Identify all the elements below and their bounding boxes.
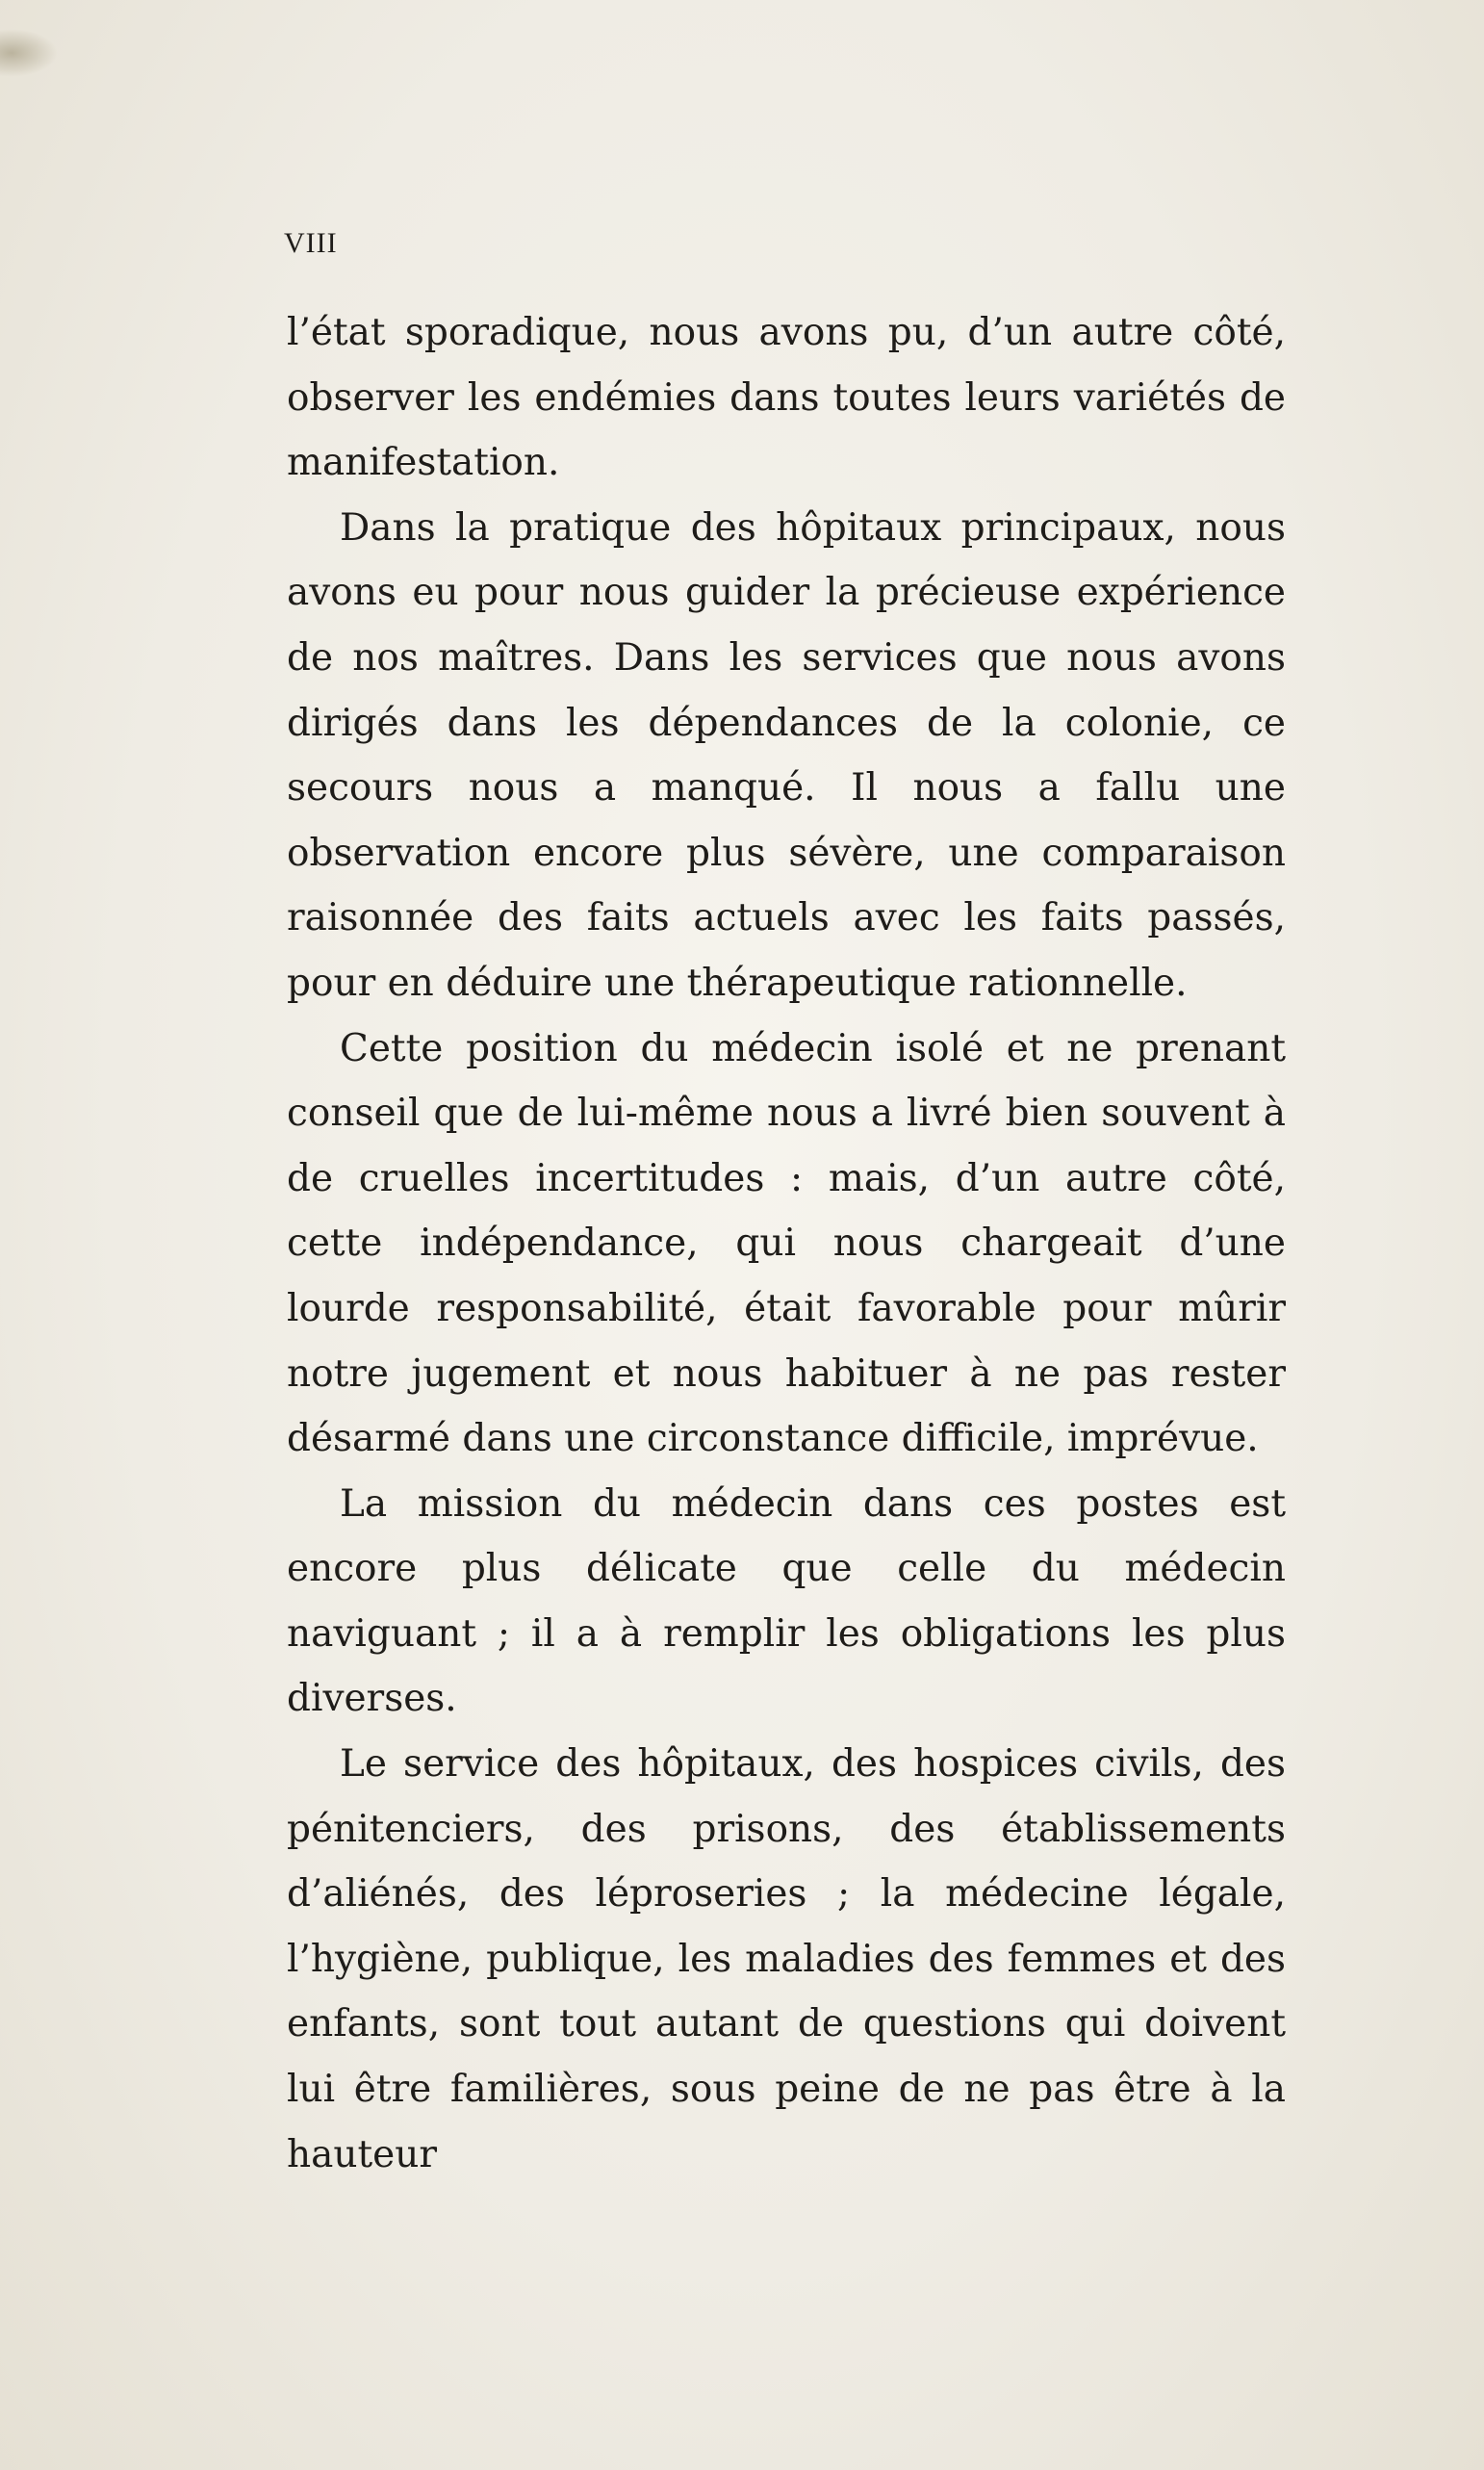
- paragraph-isolated-physician: Cette position du médecin isolé et ne prenant conseil que de lui-même nous a livré bien souvent à de cruelles incertitudes : mais, d’un autre côté, cette indépendance, qui nous chargeait d’une lourde responsabilité, était favorable pour mûrir notre jugement et nous habituer à ne pas rester désarmé dans une circonstance difficile, imprévue.: [287, 1026, 1286, 1461]
- paragraph-hospital-practice: Dans la pratique des hôpitaux principaux, nous avons eu pour nous guider la précieuse expérience de nos maîtres. Dans les services que nous avons dirigés dans les dépendances de la colonie, ce secours nous a manqué. Il nous a fallu une observation encore plus sévère, une comparaison raisonnée des faits actuels avec les faits passés, pour en déduire une thérapeutique rationnelle.: [287, 505, 1286, 1005]
- paragraph-continuation: l’état sporadique, nous avons pu, d’un autre côté, observer les endémies dans toutes leurs variétés de manifestation.: [287, 311, 1286, 485]
- paragraph-mission: La mission du médecin dans ces postes est encore plus délicate que celle du médecin naviguant ; il a à remplir les obligations les plus diverses.: [287, 1481, 1286, 1721]
- body-text: [287, 300, 1286, 2187]
- page-number: VIII: [284, 227, 338, 259]
- paragraph-services: Le service des hôpitaux, des hospices civils, des pénitenciers, des prisons, des établissements d’aliénés, des léproseries ; la médecine légale, l’hygiène, publique, les maladies des femmes et des enfants, sont tout autant de questions qui doivent lui être familières, sous peine de ne pas être à la hauteur: [287, 1742, 1286, 2176]
- page-stain: [0, 29, 58, 77]
